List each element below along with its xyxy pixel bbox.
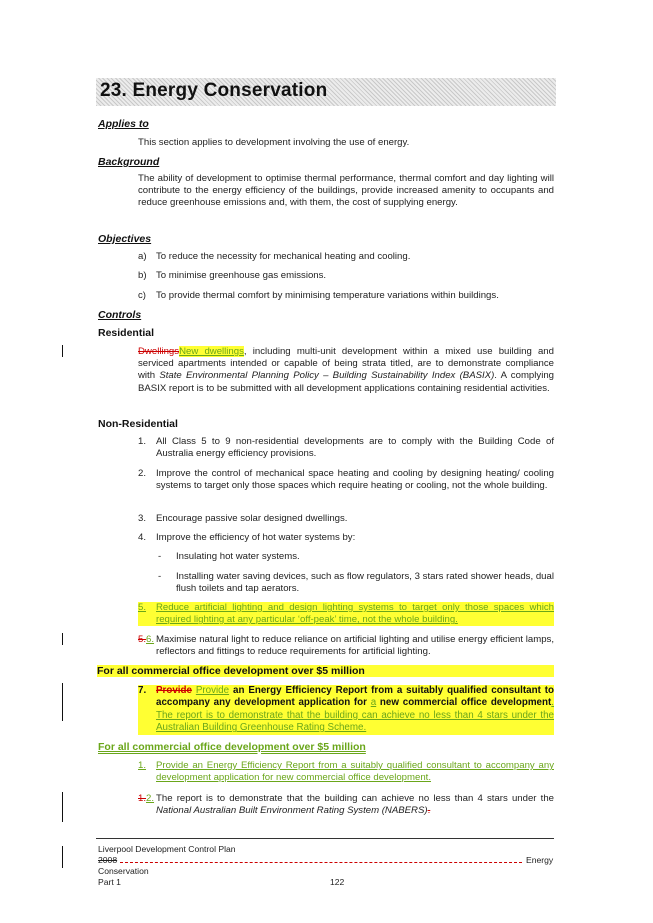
objective-text: To minimise greenhouse gas emissions.: [156, 270, 327, 281]
applies-to-text: This section applies to development involving the use of energy.: [138, 137, 410, 148]
residential-paragraph: DwellingsNew dwellings, including multi-unit development within a mixed use building and serviced apartments intended or capable of being strata titled, are to demonstrate compliance with State Environmental Planning Policy – Building Sustainability Index (BASIX). A complying BASIX report is to be submitted with all development applications containing residential activities.: [138, 346, 554, 394]
objective-item: [138, 290, 499, 302]
objective-text: To reduce the necessity for mechanical heating and cooling.: [156, 251, 411, 262]
non-residential-heading: Non-Residential: [98, 418, 178, 430]
objective-label: b): [138, 270, 147, 281]
bullet-item: - Installing water saving devices, such as flow regulators, 3 stars rated shower heads, dual flush toilets and tap aerators.: [158, 571, 554, 595]
bullet-item: - Insulating hot water systems.: [158, 551, 300, 562]
control-item-inserted: 5. Reduce artificial lighting and design lighting systems to target only those spaces which required lighting at any particular ‘off-peak’ time, not the whole building.: [138, 602, 554, 626]
inserted-text: New dwellings: [179, 346, 244, 357]
commercial-heading-inserted: For all commercial office development over $5 million: [98, 741, 366, 753]
background-text: The ability of development to optimise thermal performance, thermal comfort and day lighting will contribute to the energy efficiency of the buildings, provide increased amenity to occupants and reduce greenhouse emissions and, with them, the cost of supplying energy.: [138, 173, 554, 209]
footer-part: Part 1: [98, 877, 121, 887]
controls-heading: Controls: [98, 309, 142, 321]
objective-item: [138, 270, 326, 282]
background-heading: Background: [98, 156, 160, 168]
control-item: 1. All Class 5 to 9 non-residential developments are to comply with the Building Code of Australia energy efficiency provisions.: [138, 436, 554, 460]
change-bar: [62, 846, 63, 868]
commercial-item-7: 7. Provide Provide an Energy Efficiency Report from a suitably qualified consultant to accompany any development application for a new commercial office development. The report is to demonstrate that the building can achieve no less than 4 stars under the Australian Building Greenhouse Rating Scheme.: [138, 685, 554, 734]
objective-label: c): [138, 290, 146, 301]
change-bar: [62, 633, 63, 645]
objective-item: [138, 251, 410, 263]
change-bar: [62, 683, 63, 721]
objectives-heading: Objectives: [98, 233, 152, 245]
footer-plan: Liverpool Development Control Plan: [98, 844, 236, 854]
commercial-heading: For all commercial office development over $5 million: [97, 665, 554, 677]
page-title: 23. Energy Conservation: [100, 80, 328, 101]
control-item: 5.6. Maximise natural light to reduce reliance on artificial lighting and utilise energy efficient lamps, reflectors and fittings to reduce requirements for artificial lighting.: [138, 634, 554, 658]
footer-leader: [120, 862, 522, 863]
control-item: 4. Improve the efficiency of hot water systems by:: [138, 532, 356, 543]
commercial-item-1: 1. Provide an Energy Efficiency Report from a suitably qualified consultant to accompany any development application for new commercial office development.: [138, 760, 554, 784]
objective-label: a): [138, 251, 147, 262]
applies-to-heading: Applies to: [98, 118, 149, 130]
footer-section2: Conservation: [98, 866, 149, 876]
change-bar: [62, 792, 63, 822]
footer-year-deleted: 2008: [98, 855, 118, 865]
residential-heading: Residential: [98, 327, 155, 339]
control-item: 2. Improve the control of mechanical space heating and cooling by designing heating/ cooling systems to target only those spaces which require heating or cooling, not the whole building.: [138, 468, 554, 492]
page-number: 122: [330, 877, 345, 887]
deleted-text: Dwellings: [138, 346, 180, 357]
change-bar: [62, 345, 63, 357]
commercial-item-2: 1.2. The report is to demonstrate that the building can achieve no less than 4 stars under the National Australian Built Environment Rating System (NABERS).: [138, 793, 554, 817]
footer-rule: [96, 838, 554, 839]
objective-text: To provide thermal comfort by minimising temperature variations within buildings.: [156, 290, 499, 301]
footer-section: Energy: [526, 855, 554, 865]
control-item: 3. Encourage passive solar designed dwellings.: [138, 513, 348, 524]
